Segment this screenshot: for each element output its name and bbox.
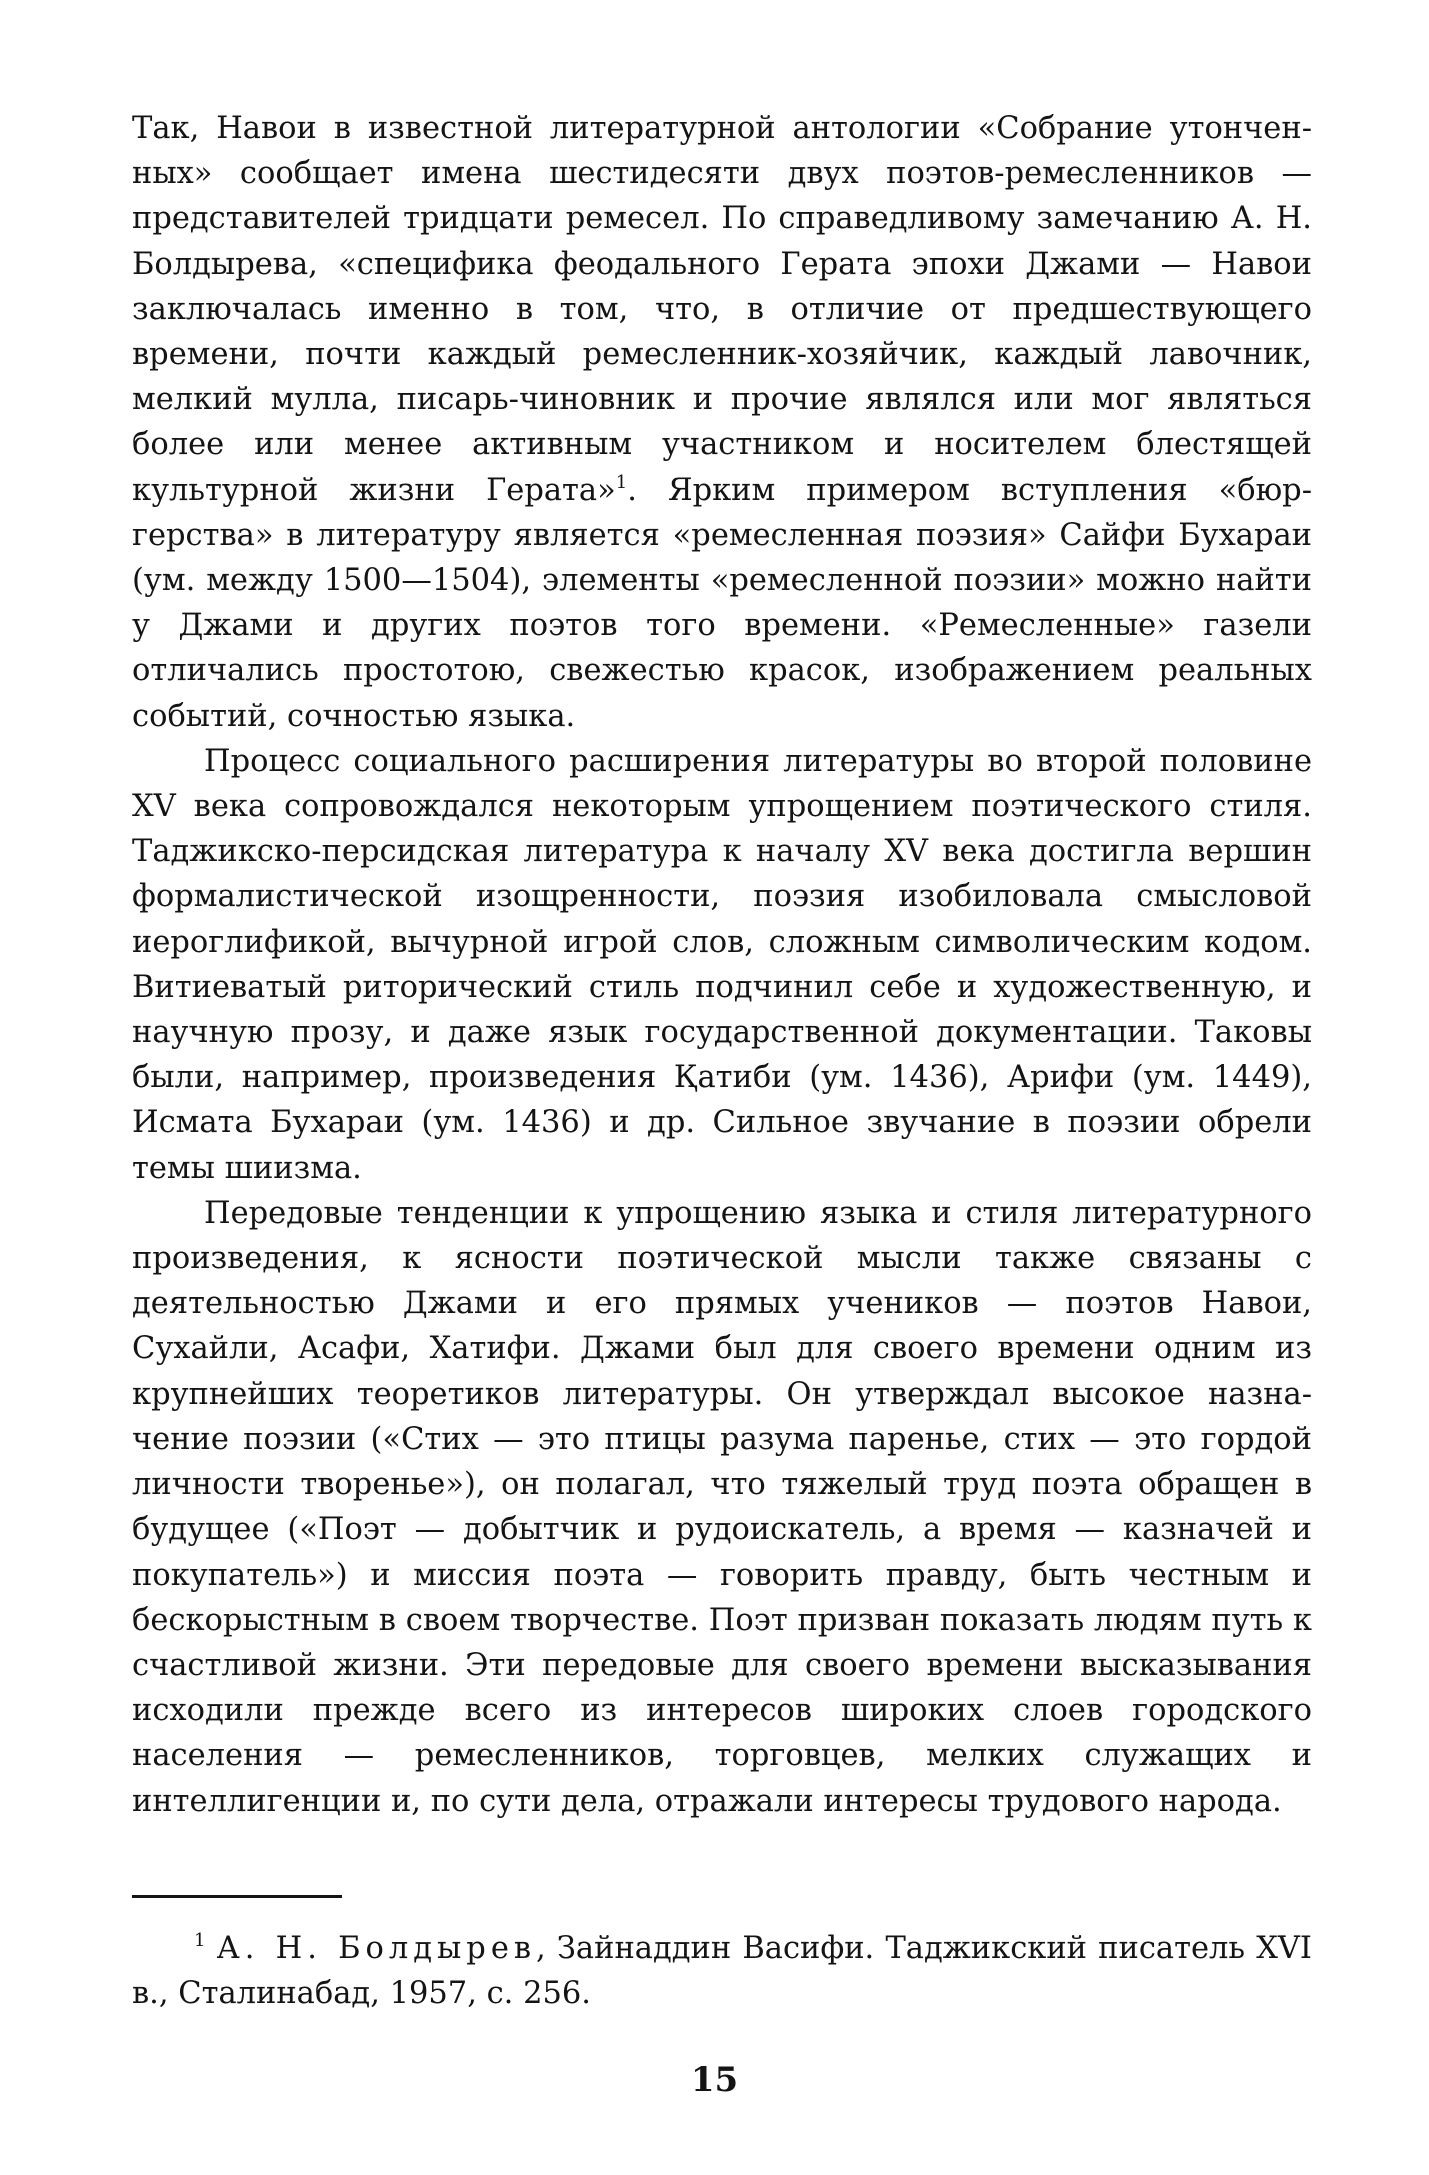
paragraph-3: Передовые тенденции к упрощению языка и стиля литературного произведения, к ясности поэтической мысли также связаны с деятельностью Джами и его прямых учеников — поэтов Навои, Сухайли, Асафи, Хатифи. Джами был для своего времени одним из крупнейших теоретиков литературы. Он утверждал высокое назначение поэзии («Стих — это птицы разума паренье, стих — это гордой личности творенье»), он полагал, что тяжелый труд поэта обращен в будущее («Поэт — добытчик и рудоискатель, а время — казначей и покупатель») и миссия поэта — говорить правду, быть честным и бескорыстным в своем творчестве. Поэт призван показать людям путь к счастливой жизни. Эти передовые для своего времени высказывания исходили прежде всего из интересов широких слоев городского населения — ремесленников, торговцев, мелких служащих и интеллигенции и, по сути дела, отражали интересы трудового народа. — [132, 1195, 1312, 1819]
page-number: 15 — [690, 2060, 739, 2100]
footnote-divider — [132, 1895, 342, 1898]
footnote-author: А. Н. Болдырев — [216, 1931, 537, 1966]
paragraph-1-text: Так, Навои в известной литературной антологии «Собрание утонченных» сообщает имена шестидесяти двух поэтов-ремесленников — представителей тридцати ремесел. По справедливому замечанию А. Н. Болдырева, «специфика феодального Герата эпохи Джами — Навои заключалась именно в том, что, в отличие от предшествующего времени, почти каждый ремесленник-хозяйчик, каждый лавочник, мелкий мулла, писарь-чиновник и прочие являлся или мог являться более или менее активным участником и носителем блестящей культурной жизни Герата» — [132, 111, 1312, 508]
body-text — [132, 106, 1312, 1824]
footnote-reference[interactable]: 1 — [615, 471, 628, 493]
footnote-text: , Зайнаддин Васифи. Таджикский писатель XVI в., Сталинабад, 1957, с. 256. — [132, 1931, 1312, 2011]
paragraph-2: Процесс социального расширения литературы во второй половине XV века сопровождался некоторым упрощением поэтического стиля. Таджикско-персидская литература к началу XV века достигла вершин формалистической изощренности, поэзия изобиловала смысловой иероглификой, вычурной игрой слов, сложным символическим кодом. Витиеватый риторический стиль подчинил себе и художественную, и научную прозу, и даже язык государственной документации. Таковы были, например, произведения Қатиби (ум. 1436), Арифи (ум. 1449), Исмата Бухараи (ум. 1436) и др. Сильное звучание в поэзии обрели темы шиизма. — [132, 743, 1312, 1186]
paragraph-1 — [132, 106, 1312, 739]
footnote-mark: 1 — [194, 1930, 206, 1951]
paragraph-1-text-continued: . Ярким примером вступления «бюргерства» в литературу является «ремесленная поэзия» Сайфи Бухараи (ум. между 1500—1504), элементы «ремесленной поэзии» можно найти у Джами и других поэтов того времени. «Ремесленные» газели отличались простотою, свежестью красок, изображением реальных событий, сочностью языка. — [132, 472, 1313, 734]
footnote — [132, 1926, 1312, 2016]
